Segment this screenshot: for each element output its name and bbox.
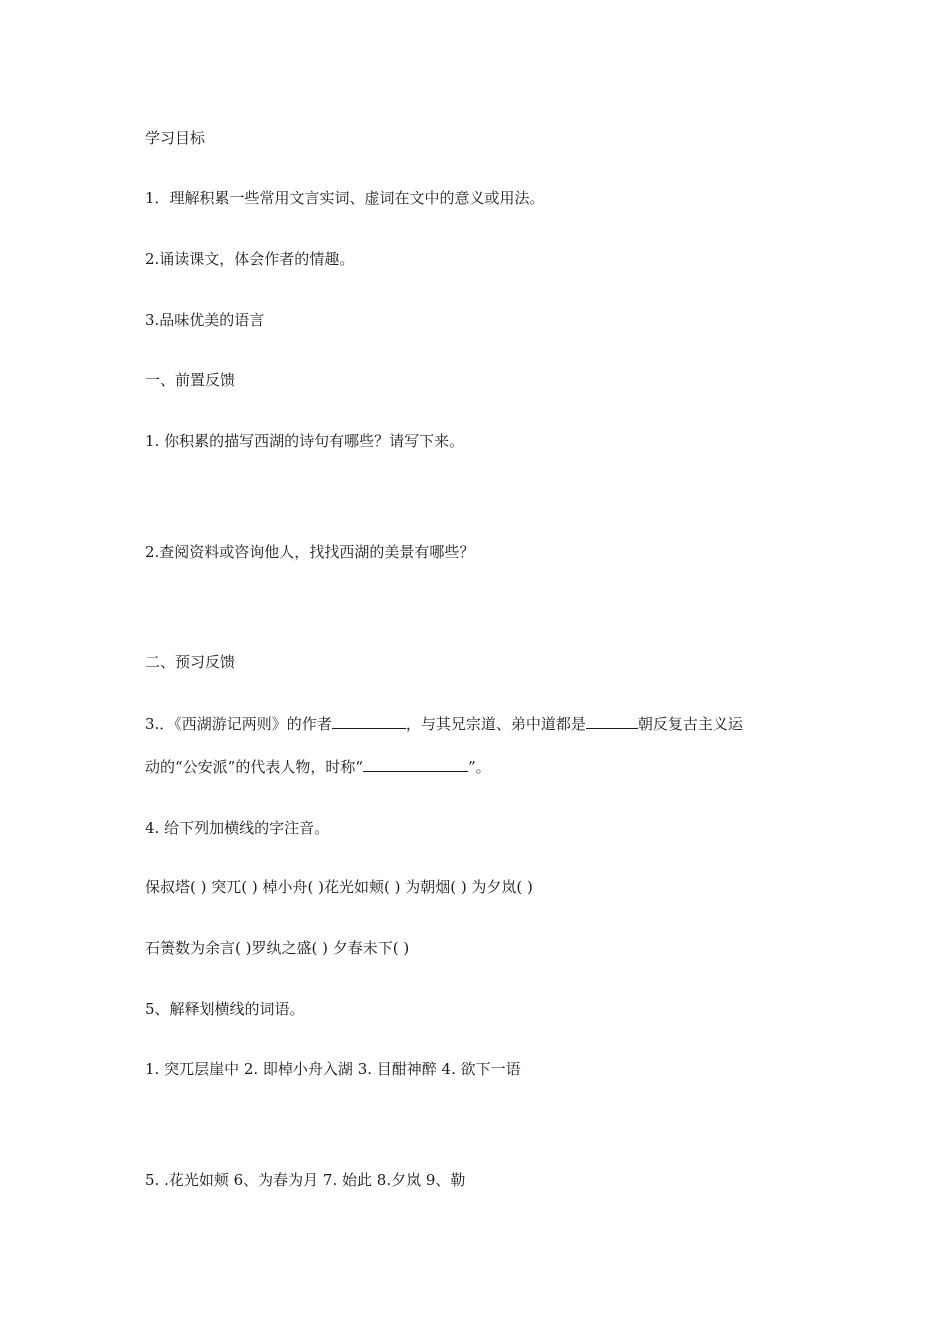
objective-item-1: 1．理解积累一些常用文言实词、虚词在文中的意义或用法。 (145, 189, 545, 207)
question-5-row-2: 5. .花光如颊 6、为春为月 7. 始此 8.夕岚 9、勒 (145, 1171, 466, 1189)
q3-text-part-3: 朝反复古主义运 (637, 715, 743, 733)
q3-text-part-1: 3.．《西湖游记两则》的作者 (145, 715, 332, 733)
title-fill-blank[interactable] (363, 757, 468, 772)
question-4-prompt: 4. 给下列加横线的字注音。 (145, 819, 330, 837)
question-5-prompt: 5、解释划横线的词语。 (145, 1000, 305, 1018)
objective-item-2: 2.诵读课文，体会作者的情趣。 (145, 250, 355, 268)
objectives-heading: 学习目标 (145, 129, 206, 147)
q3-line2-part-1: 动的“公安派”的代表人物，时称“ (145, 758, 364, 776)
dynasty-fill-blank[interactable] (586, 714, 638, 729)
author-fill-blank[interactable] (332, 714, 406, 729)
section1-question-2: 2.查阅资料或咨询他人，找找西湖的美景有哪些？ (145, 543, 475, 561)
question-5-row-1: 1. 突兀层崖中 2. 即棹小舟入湖 3. 目酣神醉 4. 欲下一语 (145, 1060, 521, 1078)
question-3-line-2 (145, 757, 491, 777)
q3-line2-part-2: ”。 (468, 758, 491, 776)
objective-item-3: 3.品味优美的语言 (145, 311, 265, 329)
question-3-line-1 (145, 714, 743, 734)
question-4-row-2: 石箦数为余言( )罗纨之盛( ) 夕春未下( ) (145, 939, 410, 957)
section1-heading: 一、前置反馈 (145, 371, 236, 389)
question-4-row-1: 保叔塔( ) 突兀( ) 棹小舟( )花光如颊( ) 为朝烟( ) 为夕岚( ) (145, 878, 533, 896)
section2-heading: 二、预习反馈 (145, 653, 236, 671)
q3-text-part-2: ，与其兄宗道、弟中道都是 (405, 715, 586, 733)
section1-question-1: 1. 你积累的描写西湖的诗句有哪些？请写下来。 (145, 432, 465, 450)
